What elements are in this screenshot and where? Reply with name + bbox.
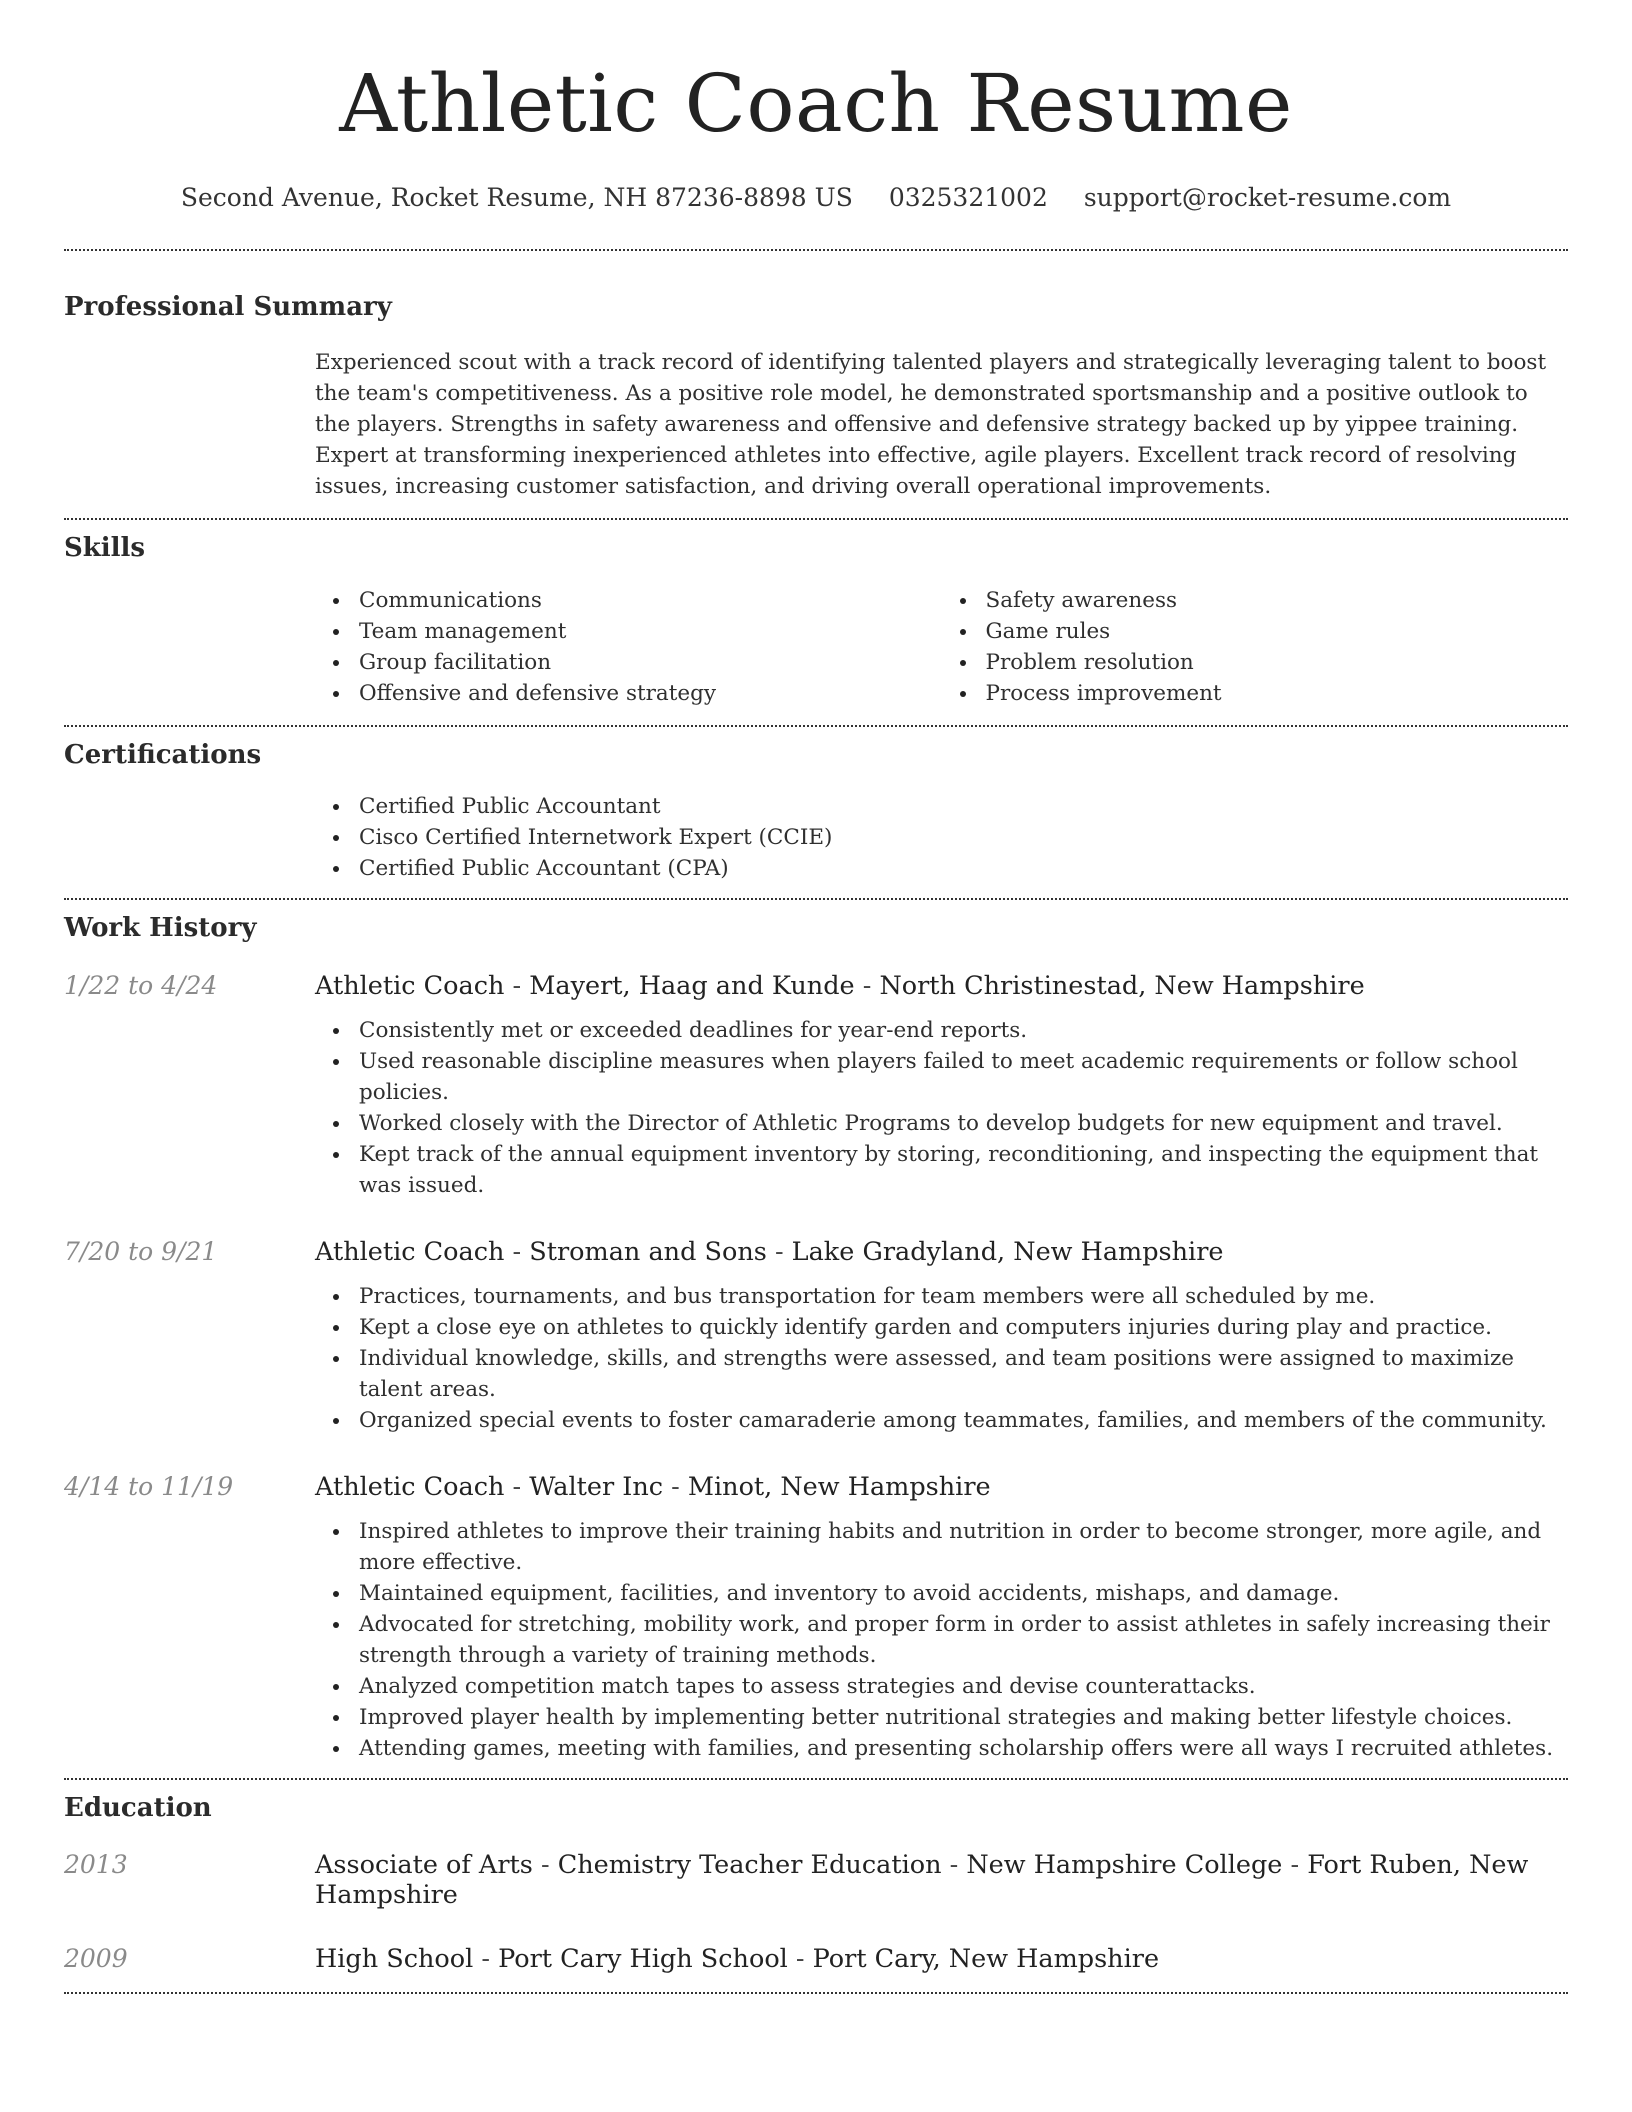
job-bullet: Maintained equipment, facilities, and inventory to avoid accidents, mishaps, and damage. — [359, 1578, 1568, 1609]
certification-item: Cisco Certified Internetwork Expert (CCIE) — [359, 822, 1568, 853]
job-bullet: Consistently met or exceeded deadlines for year-end reports. — [359, 1015, 1568, 1046]
job-title: Athletic Coach - Mayert, Haag and Kunde - North Christinestad, New Hampshire — [315, 970, 1365, 1001]
skills-section — [64, 520, 1568, 724]
certifications-section — [64, 727, 1568, 898]
summary-section — [64, 251, 1568, 518]
skill-item: Game rules — [986, 616, 1569, 647]
job-bullet: Inspired athletes to improve their training habits and nutrition in order to become stronger, more agile, and more effective. — [359, 1516, 1568, 1578]
job-role: Athletic Coach — [315, 970, 505, 1001]
certification-item: Certified Public Accountant (CPA) — [359, 853, 1568, 884]
job-bullet: Worked closely with the Director of Athletic Programs to develop budgets for new equipment and travel. — [359, 1108, 1568, 1139]
job-bullets — [315, 1516, 1568, 1764]
job-entry — [64, 971, 1568, 1201]
job-company: Walter Inc — [529, 1471, 664, 1502]
job-location: Lake Gradyland, New Hampshire — [791, 1236, 1224, 1267]
job-bullet: Kept track of the annual equipment inventory by storing, reconditioning, and inspecting the equipment that was issued. — [359, 1139, 1568, 1201]
education-date: 2013 — [64, 1849, 128, 1879]
section-title-certifications: Certifications — [64, 739, 262, 770]
education-title: High School - Port Cary High School - Port Cary, New Hampshire — [315, 1943, 1160, 1974]
job-bullet: Advocated for stretching, mobility work, and proper form in order to assist athletes in safely increasing their strength through a variety of training methods. — [359, 1609, 1568, 1671]
job-location: Minot, New Hampshire — [687, 1471, 991, 1502]
job-bullets — [315, 1015, 1568, 1201]
education-date: 2009 — [64, 1943, 128, 1973]
job-location: North Christinestad, New Hampshire — [879, 970, 1365, 1001]
education-school: Port Cary High School — [498, 1943, 788, 1974]
section-title-education: Education — [64, 1792, 212, 1823]
job-title: Athletic Coach - Stroman and Sons - Lake Gradyland, New Hampshire — [315, 1236, 1224, 1267]
education-entry — [64, 1944, 1568, 1974]
skill-item: Group facilitation — [359, 647, 942, 678]
skill-item: Communications — [359, 585, 942, 616]
job-bullet: Practices, tournaments, and bus transportation for team members were all scheduled by me. — [359, 1281, 1568, 1312]
job-date: 1/22 to 4/24 — [64, 970, 218, 1000]
job-role: Athletic Coach — [315, 1236, 505, 1267]
skill-item: Team management — [359, 616, 942, 647]
section-title-summary: Professional Summary — [64, 292, 392, 322]
phone-text: 0325321002 — [888, 183, 1048, 212]
skills-list-left — [315, 585, 942, 709]
skill-item: Process improvement — [986, 678, 1569, 709]
job-bullet: Organized special events to foster camaraderie among teammates, families, and members of the community. — [359, 1405, 1568, 1436]
certifications-list — [315, 791, 1568, 884]
email-link[interactable]: support@rocket-resume.com — [1083, 183, 1452, 212]
job-bullet: Improved player health by implementing better nutritional strategies and making better lifestyle choices. — [359, 1702, 1568, 1733]
divider — [64, 1992, 1568, 1994]
job-date: 4/14 to 11/19 — [64, 1471, 234, 1501]
education-location: Fort Ruben, New Hampshire — [315, 1849, 1529, 1910]
education-location: Port Cary, New Hampshire — [812, 1943, 1160, 1974]
contact-line — [64, 180, 1568, 215]
certification-item: Certified Public Accountant — [359, 791, 1568, 822]
section-title-skills: Skills — [64, 533, 146, 564]
education-field: Chemistry Teacher Education — [557, 1849, 942, 1880]
education-section — [64, 1780, 1568, 1992]
job-title: Athletic Coach - Walter Inc - Minot, New Hampshire — [315, 1471, 991, 1502]
job-bullet: Attending games, meeting with families, and presenting scholarship offers were all ways I recruited athletes. — [359, 1733, 1568, 1764]
work-history-section — [64, 900, 1568, 1777]
summary-text: Experienced scout with a track record of identifying talented players and strategically leveraging talent to boost the team's competitiveness. As a positive role model, he demonstrated sportsmanship and a positive outlook to the players. Strengths in safety awareness and offensive and defensive strategy backed up by yippee training. Expert at transforming inexperienced athletes into effective, agile players. Excellent track record of resolving issues, increasing customer satisfaction, and driving overall operational improvements. — [315, 350, 1547, 500]
page-title: Athletic Coach Resume — [339, 57, 1293, 150]
job-date: 7/20 to 9/21 — [64, 1236, 218, 1266]
skills-list-right — [942, 585, 1569, 709]
education-entry — [64, 1850, 1568, 1910]
skill-item: Safety awareness — [986, 585, 1569, 616]
job-entry — [64, 1237, 1568, 1436]
skill-item: Offensive and defensive strategy — [359, 678, 942, 709]
job-entry — [64, 1472, 1568, 1764]
job-bullet: Used reasonable discipline measures when players failed to meet academic requirements or follow school policies. — [359, 1046, 1568, 1108]
education-degree: Associate of Arts — [315, 1849, 533, 1880]
address-text: Second Avenue, Rocket Resume, NH 87236-8898 US — [180, 183, 853, 212]
job-bullets — [315, 1281, 1568, 1436]
skill-item: Problem resolution — [986, 647, 1569, 678]
job-company: Stroman and Sons — [529, 1236, 767, 1267]
job-company: Mayert, Haag and Kunde — [529, 970, 855, 1001]
education-degree: High School — [315, 1943, 474, 1974]
job-bullet: Kept a close eye on athletes to quickly identify garden and computers injuries during play and practice. — [359, 1312, 1568, 1343]
job-bullet: Individual knowledge, skills, and strengths were assessed, and team positions were assigned to maximize talent areas. — [359, 1343, 1568, 1405]
job-bullet: Analyzed competition match tapes to assess strategies and devise counterattacks. — [359, 1671, 1568, 1702]
job-role: Athletic Coach — [315, 1471, 505, 1502]
education-title: Associate of Arts - Chemistry Teacher Education - New Hampshire College - Fort Ruben, New Hampshire — [315, 1849, 1529, 1910]
education-school: New Hampshire College — [966, 1849, 1283, 1880]
section-title-work-history: Work History — [64, 913, 257, 944]
